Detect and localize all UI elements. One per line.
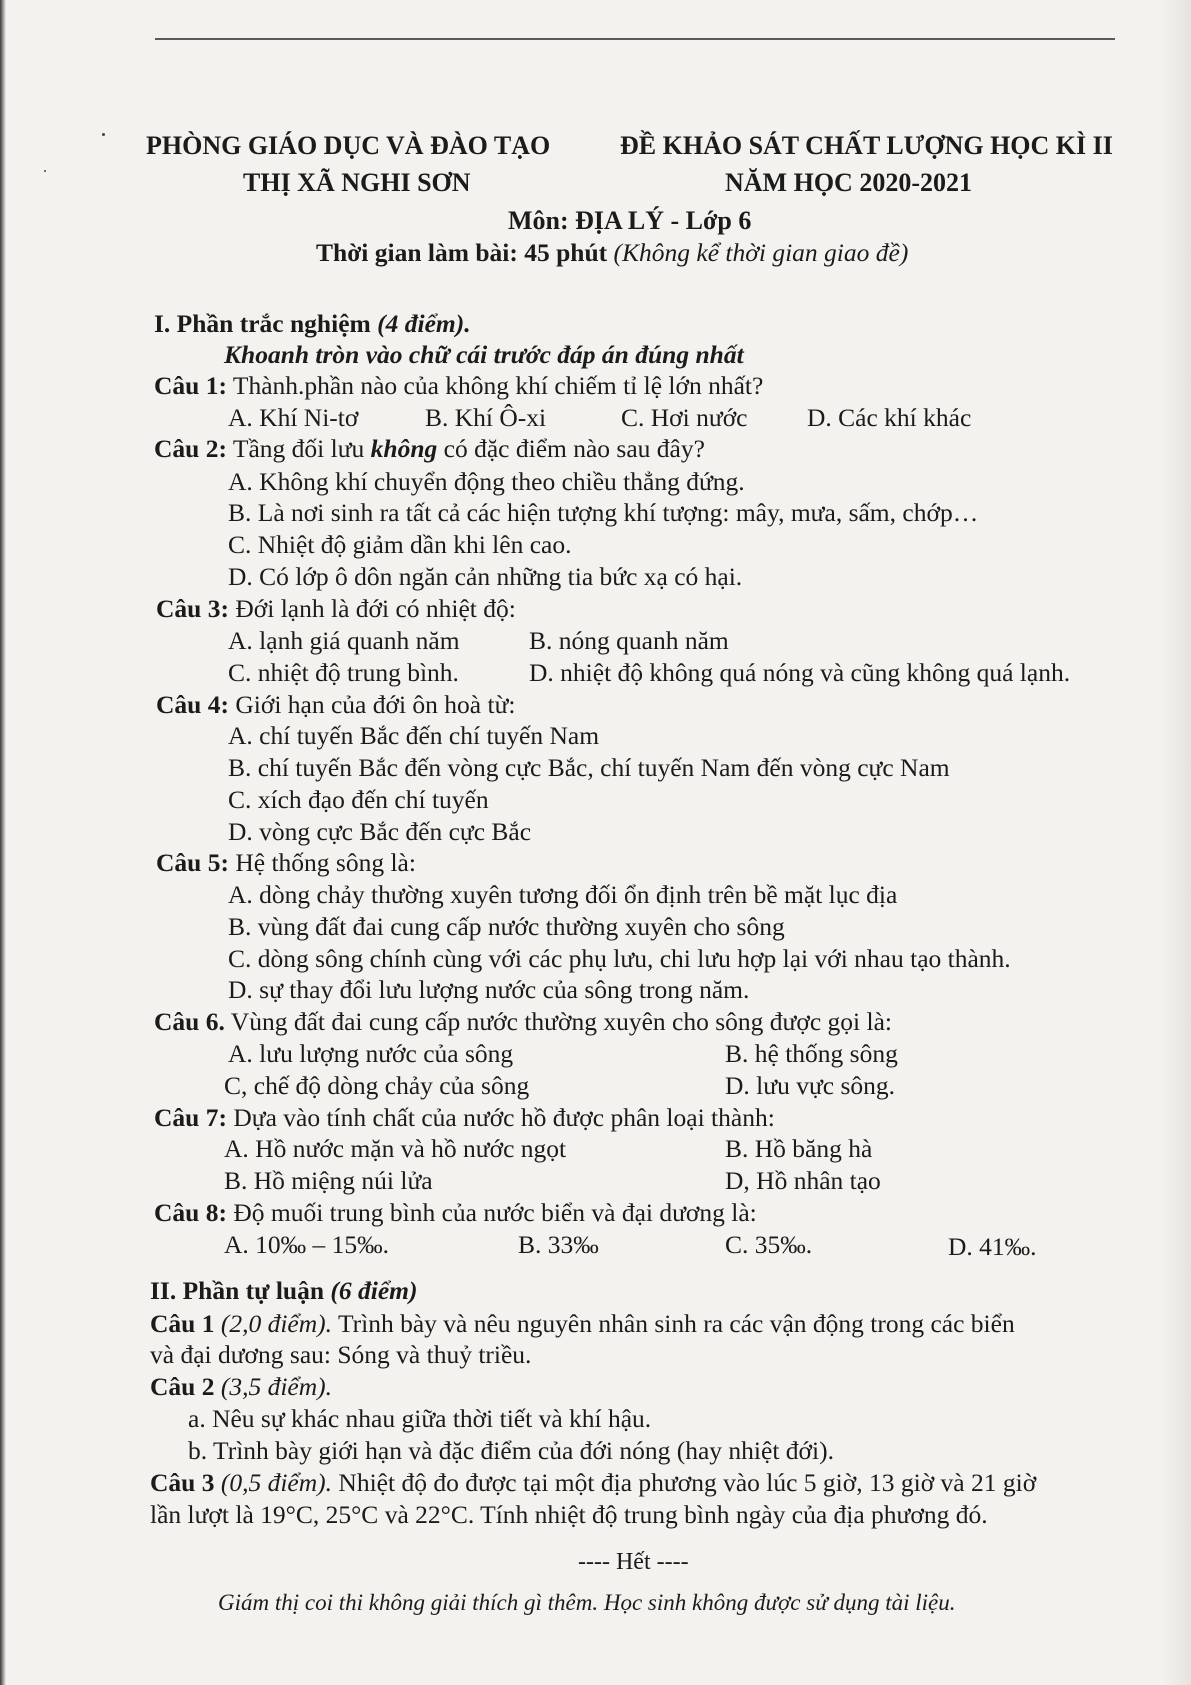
option-a: A. lưu lượng nước của sông: [228, 1039, 514, 1068]
time-label: Thời gian làm bài: 45 phút: [316, 238, 608, 267]
question-8: [154, 1198, 757, 1228]
question-label: Câu 3:: [156, 594, 229, 623]
option-b: B. 33‰: [518, 1230, 599, 1259]
question-6: [154, 1007, 892, 1037]
question-3: [156, 594, 516, 624]
question-points: (3,5 điểm).: [220, 1372, 333, 1401]
scan-speck: [102, 133, 105, 136]
scan-edge-shadow: [0, 0, 6, 1685]
question-text: Giới hạn của đới ôn hoà từ:: [235, 690, 516, 719]
question-2: [154, 434, 705, 464]
option-d: D. nhiệt độ không quá nóng và cũng không quá lạnh.: [529, 658, 1071, 687]
essay-part-b: b. Trình bày giới hạn và đặc điểm của đới nóng (hay nhiệt đới).: [188, 1436, 834, 1465]
part2-title-line: [150, 1276, 418, 1306]
essay-question-1-cont: và đại dương sau: Sóng và thuỷ triều.: [150, 1340, 532, 1369]
option-c: C, chế độ dòng chảy của sông: [224, 1071, 530, 1100]
question-7: [154, 1103, 775, 1133]
essay-question-3: [150, 1468, 1036, 1498]
question-label: Câu 3: [150, 1468, 215, 1497]
question-label: Câu 2: [150, 1372, 215, 1401]
option-a: A. chí tuyến Bắc đến chí tuyến Nam: [228, 721, 600, 750]
question-label: Câu 6.: [154, 1007, 225, 1036]
time-note: (Không kể thời gian giao đề): [613, 238, 909, 267]
subject-line: Môn: ĐỊA LÝ - Lớp 6: [508, 206, 752, 235]
question-text: Thành.phần nào của không khí chiếm tỉ lệ lớn nhất?: [232, 371, 764, 400]
option-c: C. Hơi nước: [621, 403, 748, 432]
question-text: Trình bày và nêu nguyên nhân sinh ra các vận động trong các biển: [337, 1309, 1015, 1338]
option-d: D. Có lớp ô dôn ngăn cản những tia bức xạ có hại.: [228, 562, 743, 591]
option-c: C. 35‰.: [725, 1230, 813, 1259]
essay-question-2: [150, 1372, 332, 1402]
department-line-2: THỊ XÃ NGHI SƠN: [243, 168, 471, 197]
question-1: [154, 371, 763, 401]
question-text: Dựa vào tính chất của nước hồ được phân loại thành:: [233, 1103, 775, 1132]
school-year: NĂM HỌC 2020-2021: [725, 168, 972, 197]
option-a: A. Hồ nước mặn và hồ nước ngọt: [224, 1134, 567, 1163]
option-c: C. Nhiệt độ giảm dần khi lên cao.: [228, 530, 572, 559]
question-4: [156, 690, 516, 720]
question-label: Câu 4:: [156, 690, 229, 719]
question-text: Độ muối trung bình của nước biển và đại dương là:: [233, 1198, 757, 1227]
option-d: D, Hồ nhân tạo: [725, 1166, 881, 1195]
top-rule: [155, 38, 1115, 40]
option-b: B. chí tuyến Bắc đến vòng cực Bắc, chí tuyến Nam đến vòng cực Nam: [228, 753, 950, 782]
end-mark: ---- Hết ----: [578, 1549, 689, 1575]
option-a: A. dòng chảy thường xuyên tương đối ổn định trên bề mặt lục địa: [228, 880, 898, 909]
time-line: [316, 238, 908, 268]
part1-title: I. Phần trắc nghiệm: [154, 309, 371, 338]
question-label: Câu 1:: [154, 371, 227, 400]
essay-part-a: a. Nêu sự khác nhau giữa thời tiết và khí hậu.: [188, 1404, 652, 1433]
part1-title-line: [154, 309, 471, 339]
option-c: C. xích đạo đến chí tuyến: [228, 785, 489, 814]
option-b: B. Là nơi sinh ra tất cả các hiện tượng khí tượng: mây, mưa, sấm, chớp…: [228, 498, 979, 527]
question-text: Hệ thống sông là:: [235, 848, 416, 877]
option-d: D. Các khí khác: [807, 403, 972, 432]
option-d: D. lưu vực sông.: [725, 1071, 896, 1100]
question-text: Tầng đối lưu: [232, 434, 365, 463]
option-a: A. Khí Ni-tơ: [228, 403, 359, 432]
option-a: A. Không khí chuyển động theo chiều thẳng đứng.: [228, 467, 745, 496]
question-text: có đặc điểm nào sau đây?: [443, 434, 705, 463]
proctor-note: Giám thị coi thi không giải thích gì thêm. Học sinh không được sử dụng tài liệu.: [218, 1590, 956, 1615]
option-c: C. nhiệt độ trung bình.: [228, 658, 459, 687]
question-label: Câu 7:: [154, 1103, 227, 1132]
option-d: D. vòng cực Bắc đến cực Bắc: [228, 817, 532, 846]
part2-title: II. Phần tự luận: [150, 1276, 325, 1305]
question-points: (2,0 điểm).: [220, 1309, 333, 1338]
part1-points: (4 điểm).: [377, 309, 471, 338]
option-a: A. 10‰ – 15‰.: [224, 1230, 390, 1259]
option-c: B. Hồ miệng núi lửa: [224, 1166, 433, 1195]
option-a: A. lạnh giá quanh năm: [228, 626, 460, 655]
department-line-1: PHÒNG GIÁO DỤC VÀ ĐÀO TẠO: [146, 131, 551, 160]
option-b: B. hệ thống sông: [725, 1039, 898, 1068]
essay-question-3-cont: lần lượt là 19°C, 25°C và 22°C. Tính nhiệt độ trung bình ngày của địa phương đó.: [150, 1500, 988, 1529]
part2-points: (6 điểm): [330, 1276, 418, 1305]
option-d: D. sự thay đổi lưu lượng nước của sông trong năm.: [228, 975, 750, 1004]
question-points: (0,5 điểm).: [220, 1468, 333, 1497]
question-text: Đới lạnh là đới có nhiệt độ:: [235, 594, 516, 623]
scan-speck: [44, 170, 46, 172]
question-label: Câu 2:: [154, 434, 227, 463]
question-label: Câu 8:: [154, 1198, 227, 1227]
question-emphasis: không: [370, 434, 438, 463]
option-b: B. nóng quanh năm: [529, 626, 729, 655]
essay-question-1: [150, 1309, 1015, 1339]
option-d: D. 41‰.: [948, 1232, 1037, 1261]
question-5: [156, 848, 416, 878]
option-b: B. vùng đất đai cung cấp nước thường xuyên cho sông: [228, 912, 785, 941]
question-text: Nhiệt độ đo được tại một địa phương vào lúc 5 giờ, 13 giờ và 21 giờ: [338, 1468, 1037, 1497]
question-text: Vùng đất đai cung cấp nước thường xuyên cho sông được gọi là:: [230, 1007, 892, 1036]
question-label: Câu 1: [150, 1309, 215, 1338]
option-b: B. Khí Ô-xi: [425, 403, 547, 432]
option-c: C. dòng sông chính cùng với các phụ lưu, chi lưu hợp lại với nhau tạo thành.: [228, 944, 1011, 973]
option-b: B. Hồ băng hà: [725, 1134, 873, 1163]
question-label: Câu 5:: [156, 848, 229, 877]
exam-title: ĐỀ KHẢO SÁT CHẤT LƯỢNG HỌC KÌ II: [620, 131, 1113, 160]
part1-instruction: Khoanh tròn vào chữ cái trước đáp án đúng nhất: [224, 340, 744, 369]
scan-edge-fade: [1161, 0, 1191, 1685]
